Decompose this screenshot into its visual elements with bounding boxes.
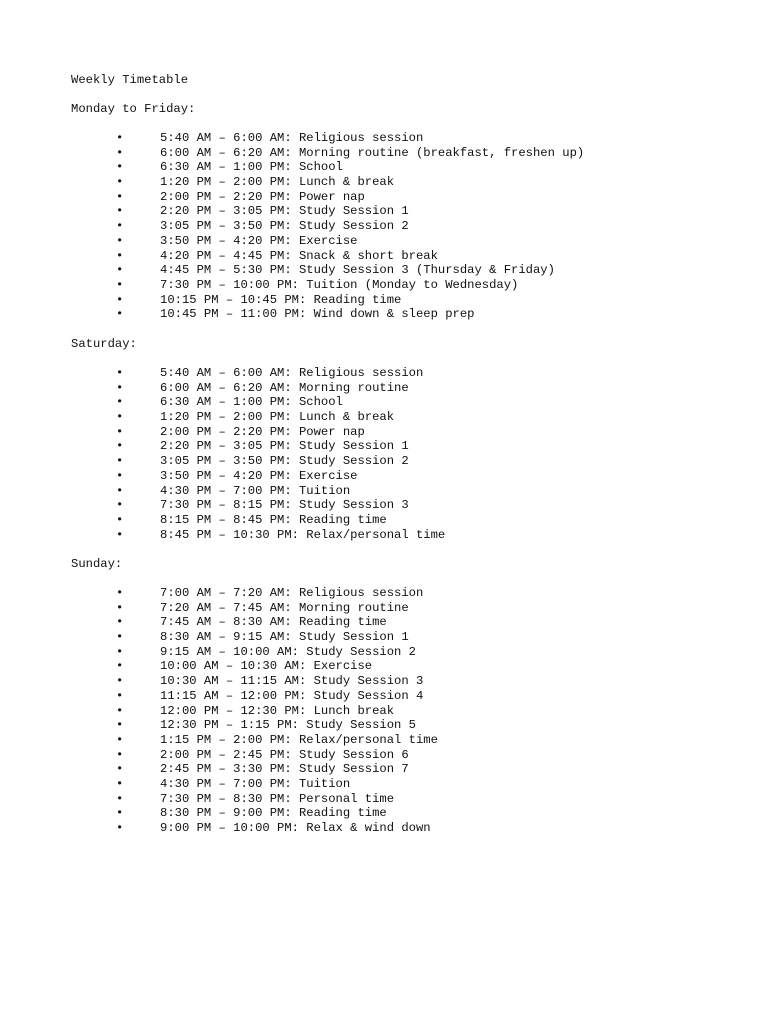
list-item: [0, 190, 768, 205]
list-item: [0, 806, 768, 821]
bullet-icon: •: [116, 483, 124, 498]
list-item-text: 2:20 PM – 3:05 PM: Study Session 1: [160, 204, 409, 219]
list-item: [0, 704, 768, 719]
list-item-text: 6:30 AM – 1:00 PM: School: [160, 160, 343, 175]
list-item: [0, 718, 768, 733]
bullet-icon: •: [116, 424, 124, 439]
list-item-text: 8:15 PM – 8:45 PM: Reading time: [160, 512, 387, 527]
list-item: [0, 381, 768, 396]
list-item-text: 1:20 PM – 2:00 PM: Lunch & break: [160, 410, 395, 425]
list-item: [0, 454, 768, 469]
list-item-text: 6:00 AM – 6:20 AM: Morning routine (breakfast, freshen up): [160, 145, 585, 160]
bullet-icon: •: [116, 674, 124, 689]
list-item: [0, 689, 768, 704]
list-item-text: 10:15 PM – 10:45 PM: Reading time: [160, 292, 402, 307]
list-item: [0, 674, 768, 689]
list-item: [0, 204, 768, 219]
list-item: [0, 762, 768, 777]
bullet-icon: •: [116, 821, 124, 835]
list-item: [0, 131, 768, 146]
bullet-icon: •: [116, 233, 124, 248]
bullet-icon: •: [116, 160, 124, 175]
list-item-text: 10:45 PM – 11:00 PM: Wind down & sleep prep: [160, 307, 475, 322]
list-item: [0, 425, 768, 440]
list-item: [0, 249, 768, 264]
list-item-text: 9:00 PM – 10:00 PM: Relax & wind down: [160, 821, 431, 835]
bullet-icon: •: [116, 219, 124, 234]
bullet-icon: •: [116, 468, 124, 483]
section-heading-weekdays: Monday to Friday:: [71, 102, 196, 116]
list-item: [0, 160, 768, 175]
list-item-text: 5:40 AM – 6:00 AM: Religious session: [160, 131, 424, 145]
list-item: [0, 439, 768, 454]
list-item-text: 10:00 AM – 10:30 AM: Exercise: [160, 659, 373, 674]
list-item-text: 12:00 PM – 12:30 PM: Lunch break: [160, 703, 395, 718]
list-item-text: 3:05 PM – 3:50 PM: Study Session 2: [160, 219, 409, 234]
bullet-icon: •: [116, 248, 124, 263]
bullet-icon: •: [116, 175, 124, 190]
list-item-text: 8:45 PM – 10:30 PM: Relax/personal time: [160, 527, 446, 542]
schedule-list-weekdays: [0, 131, 768, 322]
bullet-icon: •: [116, 131, 124, 145]
list-item-text: 9:15 AM – 10:00 AM: Study Session 2: [160, 644, 416, 659]
list-item: [0, 278, 768, 293]
list-item: [0, 645, 768, 660]
bullet-icon: •: [116, 380, 124, 395]
list-item-text: 5:40 AM – 6:00 AM: Religious session: [160, 366, 424, 380]
document-title: Weekly Timetable: [71, 73, 189, 87]
bullet-icon: •: [116, 762, 124, 777]
bullet-icon: •: [116, 454, 124, 469]
list-item-text: 7:30 PM – 10:00 PM: Tuition (Monday to Wednesday): [160, 277, 519, 292]
list-item-text: 4:45 PM – 5:30 PM: Study Session 3 (Thursday & Friday): [160, 263, 555, 278]
list-item-text: 11:15 AM – 12:00 PM: Study Session 4: [160, 688, 424, 703]
list-item: [0, 234, 768, 249]
list-item-text: 4:30 PM – 7:00 PM: Tuition: [160, 776, 351, 791]
list-item-text: 3:50 PM – 4:20 PM: Exercise: [160, 233, 358, 248]
section-heading-saturday: Saturday:: [71, 337, 137, 351]
list-item: [0, 513, 768, 528]
bullet-icon: •: [116, 410, 124, 425]
list-item-text: 3:50 PM – 4:20 PM: Exercise: [160, 468, 358, 483]
list-item-text: 4:30 PM – 7:00 PM: Tuition: [160, 483, 351, 498]
bullet-icon: •: [116, 512, 124, 527]
bullet-icon: •: [116, 307, 124, 322]
list-item: [0, 498, 768, 513]
bullet-icon: •: [116, 292, 124, 307]
list-item-text: 2:00 PM – 2:45 PM: Study Session 6: [160, 747, 409, 762]
section-heading-sunday: Sunday:: [71, 557, 123, 571]
bullet-icon: •: [116, 498, 124, 513]
schedule-list-sunday: [0, 586, 768, 836]
bullet-icon: •: [116, 263, 124, 278]
list-item: [0, 219, 768, 234]
bullet-icon: •: [116, 189, 124, 204]
bullet-icon: •: [116, 366, 124, 380]
list-item-text: 12:30 PM – 1:15 PM: Study Session 5: [160, 718, 416, 733]
list-item-text: 4:20 PM – 4:45 PM: Snack & short break: [160, 248, 438, 263]
list-item: [0, 469, 768, 484]
bullet-icon: •: [116, 586, 124, 600]
bullet-icon: •: [116, 806, 124, 821]
list-item: [0, 395, 768, 410]
bullet-icon: •: [116, 718, 124, 733]
list-item-text: 6:30 AM – 1:00 PM: School: [160, 395, 343, 410]
list-item-text: 7:30 PM – 8:30 PM: Personal time: [160, 791, 395, 806]
list-item-text: 2:00 PM – 2:20 PM: Power nap: [160, 189, 365, 204]
list-item-text: 8:30 PM – 9:00 PM: Reading time: [160, 806, 387, 821]
list-item-text: 1:15 PM – 2:00 PM: Relax/personal time: [160, 732, 438, 747]
list-item: [0, 484, 768, 499]
schedule-list-saturday: [0, 366, 768, 542]
list-item: [0, 528, 768, 543]
bullet-icon: •: [116, 688, 124, 703]
list-item: [0, 601, 768, 616]
list-item-text: 7:00 AM – 7:20 AM: Religious session: [160, 586, 424, 600]
list-item-text: 10:30 AM – 11:15 AM: Study Session 3: [160, 674, 424, 689]
list-item-text: 3:05 PM – 3:50 PM: Study Session 2: [160, 454, 409, 469]
bullet-icon: •: [116, 732, 124, 747]
list-item: [0, 733, 768, 748]
list-item: [0, 307, 768, 322]
list-item-text: 7:45 AM – 8:30 AM: Reading time: [160, 615, 387, 630]
list-item: [0, 175, 768, 190]
bullet-icon: •: [116, 615, 124, 630]
list-item-text: 2:20 PM – 3:05 PM: Study Session 1: [160, 439, 409, 454]
list-item: [0, 366, 768, 381]
bullet-icon: •: [116, 776, 124, 791]
list-item: [0, 792, 768, 807]
bullet-icon: •: [116, 277, 124, 292]
bullet-icon: •: [116, 395, 124, 410]
bullet-icon: •: [116, 659, 124, 674]
list-item: [0, 821, 768, 836]
list-item: [0, 586, 768, 601]
list-item: [0, 748, 768, 763]
bullet-icon: •: [116, 747, 124, 762]
list-item: [0, 146, 768, 161]
list-item: [0, 410, 768, 425]
bullet-icon: •: [116, 204, 124, 219]
list-item: [0, 615, 768, 630]
list-item-text: 1:20 PM – 2:00 PM: Lunch & break: [160, 175, 395, 190]
list-item-text: 7:20 AM – 7:45 AM: Morning routine: [160, 600, 409, 615]
bullet-icon: •: [116, 439, 124, 454]
bullet-icon: •: [116, 703, 124, 718]
bullet-icon: •: [116, 600, 124, 615]
bullet-icon: •: [116, 630, 124, 645]
list-item: [0, 659, 768, 674]
list-item: [0, 293, 768, 308]
list-item-text: 6:00 AM – 6:20 AM: Morning routine: [160, 380, 409, 395]
list-item-text: 8:30 AM – 9:15 AM: Study Session 1: [160, 630, 409, 645]
bullet-icon: •: [116, 644, 124, 659]
list-item-text: 2:00 PM – 2:20 PM: Power nap: [160, 424, 365, 439]
list-item: [0, 630, 768, 645]
bullet-icon: •: [116, 791, 124, 806]
list-item: [0, 777, 768, 792]
bullet-icon: •: [116, 527, 124, 542]
bullet-icon: •: [116, 145, 124, 160]
list-item: [0, 263, 768, 278]
list-item-text: 2:45 PM – 3:30 PM: Study Session 7: [160, 762, 409, 777]
list-item-text: 7:30 PM – 8:15 PM: Study Session 3: [160, 498, 409, 513]
